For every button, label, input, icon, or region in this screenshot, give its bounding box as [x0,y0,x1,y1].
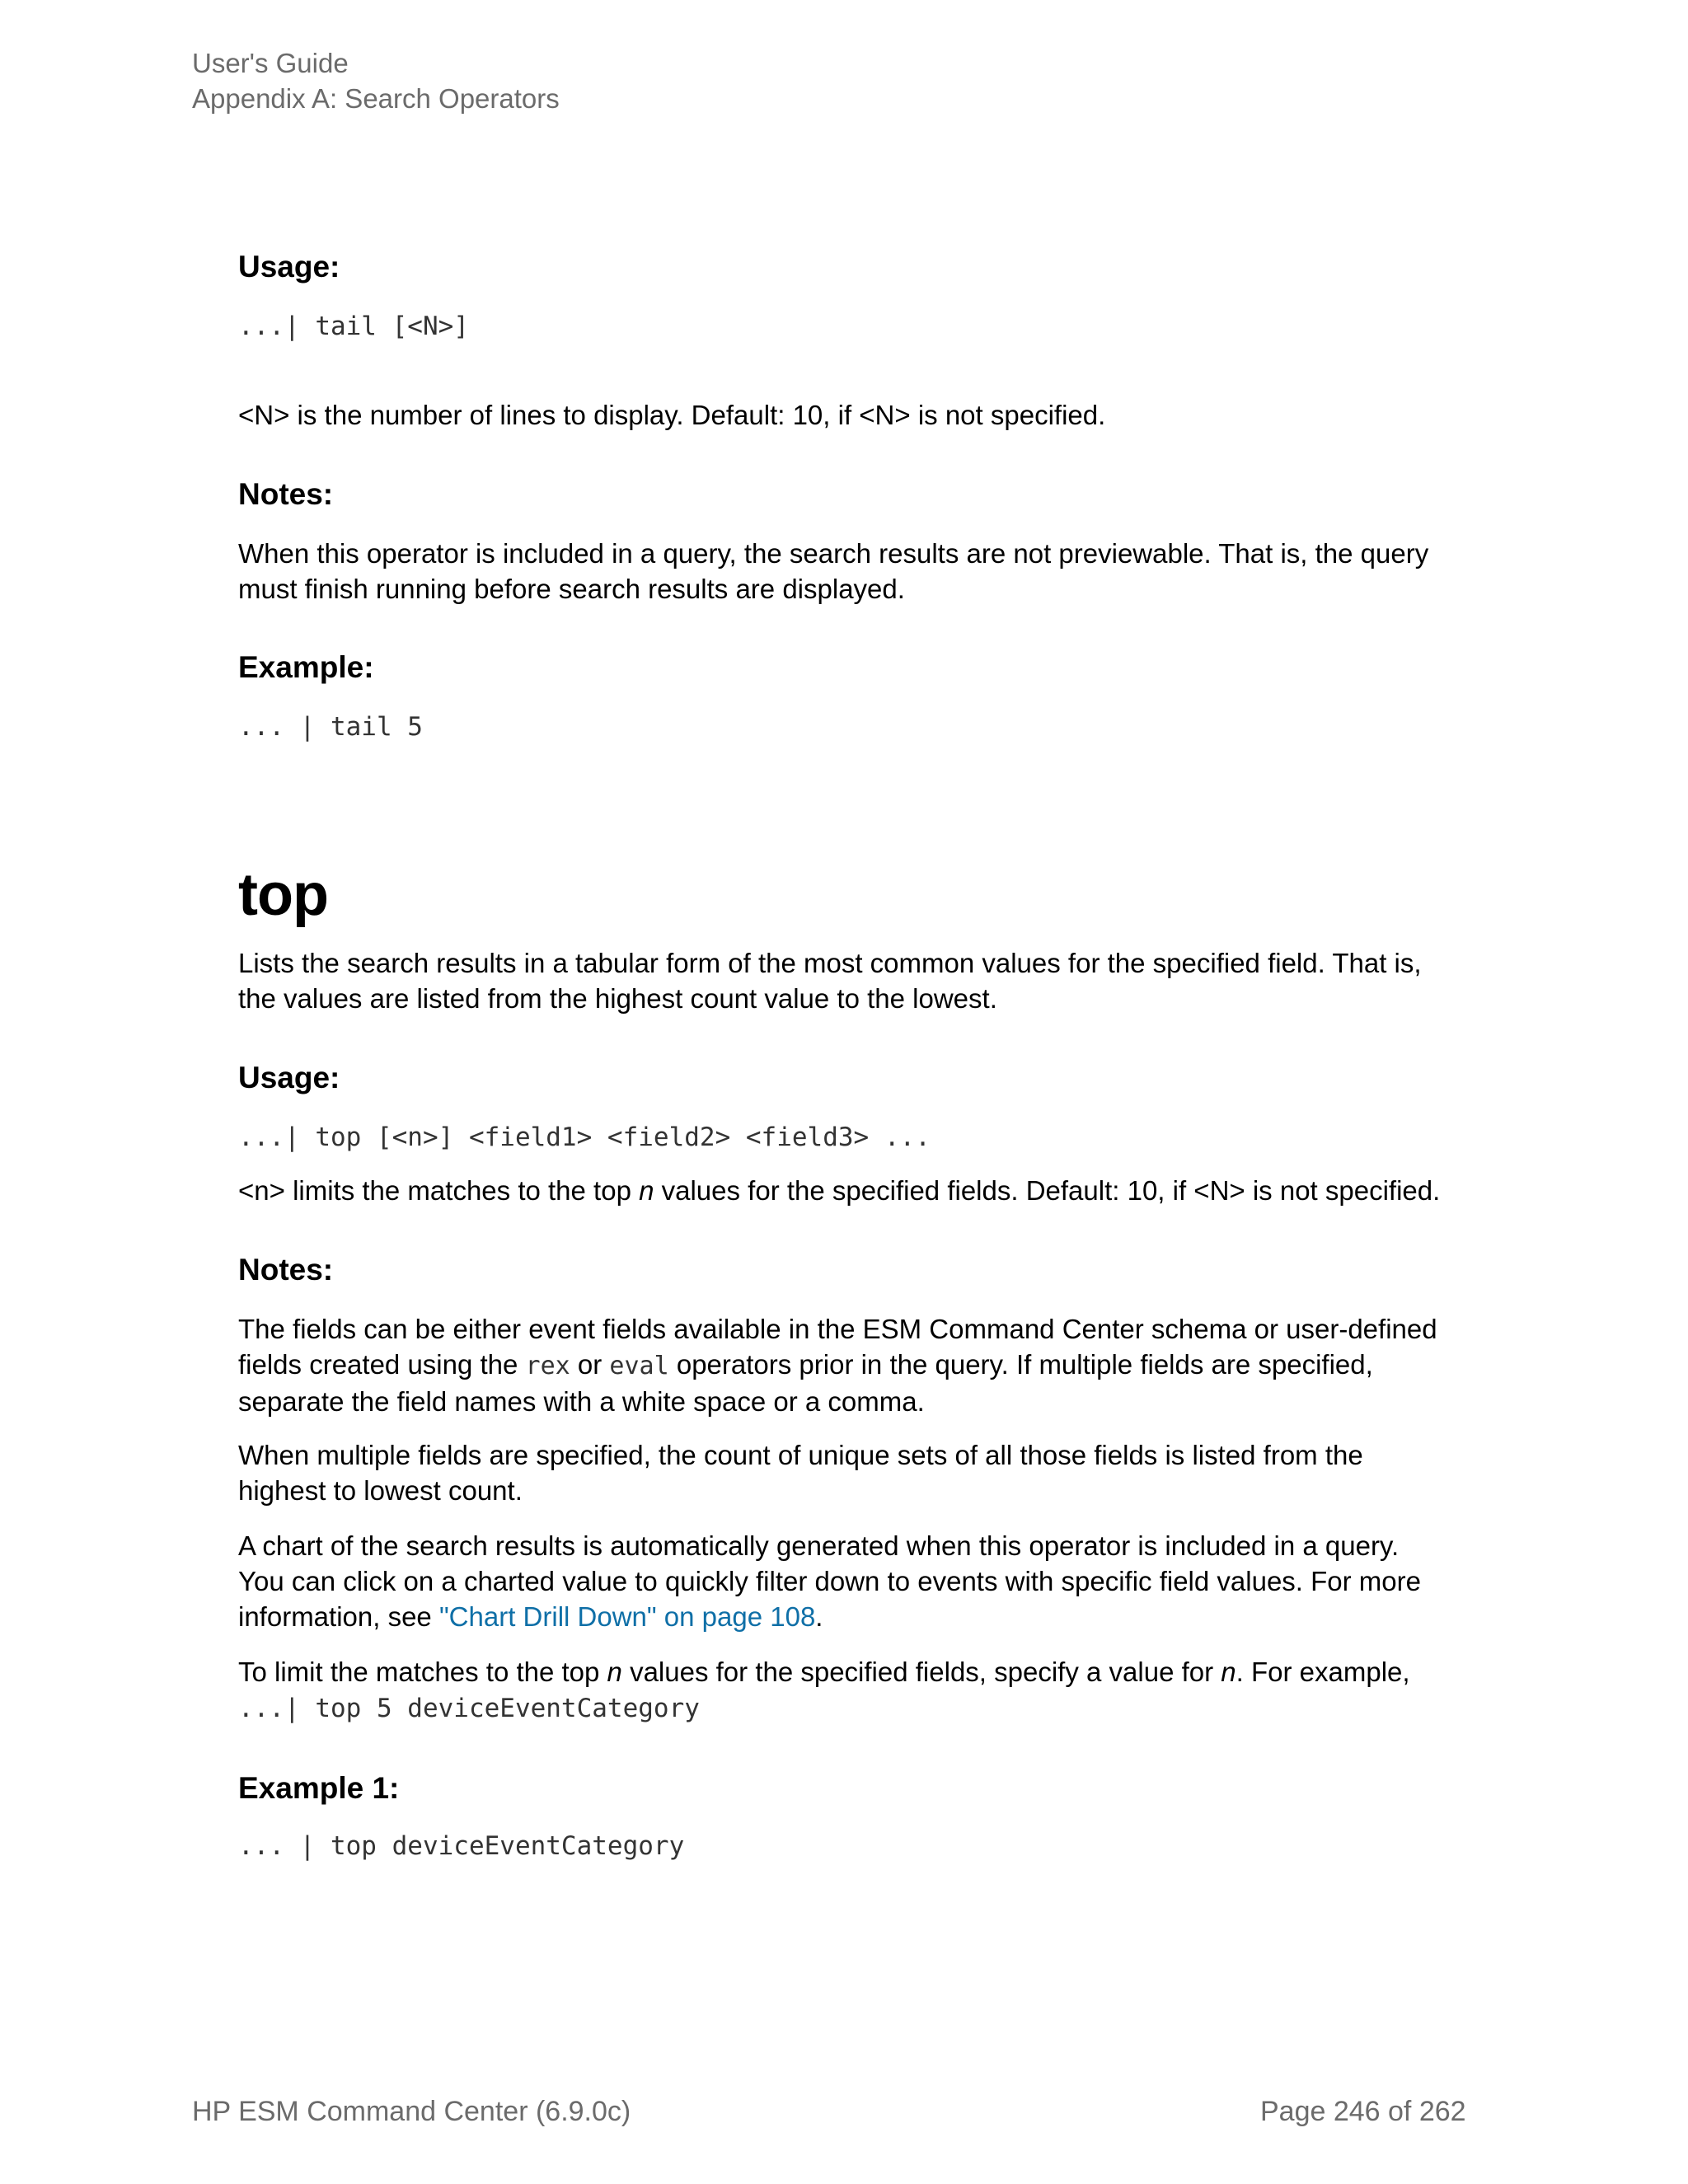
eval-code: eval [609,1352,669,1380]
chart-drill-down-link[interactable]: "Chart Drill Down" on page 108 [438,1601,816,1632]
top-description: Lists the search results in a tabular form of the most common values for the specified field. That is, the values are listed from the highest count value to the lowest. [238,948,1422,1014]
top-usage-label: Usage: [238,1061,340,1094]
tail-usage-label: Usage: [238,250,340,284]
running-header [192,45,560,116]
tail-notes-label: Notes: [238,477,334,511]
header-guide-title: User's Guide [192,48,349,78]
top-example1-label: Example 1: [238,1771,400,1805]
tail-notes-text: When this operator is included in a query, the search results are not previewable. That is, the query must finish running before search results are displayed. [238,538,1429,604]
tail-usage-description: <N> is the number of lines to display. Default: 10, if <N> is not specified. [238,400,1106,430]
top-note-multiple-fields: When multiple fields are specified, the count of unique sets of all those fields is listed from the highest to lowest count. [238,1440,1363,1506]
footer-page-number: Page 246 of 262 [1260,2096,1466,2127]
top-note-fields: The fields can be either event fields available in the ESM Command Center schema or user-defined fields created using the rex or eval operators prior in the query. If multiple fields are specified, separate the field names with a white space or a comma. [238,1314,1437,1417]
top-example1-code: ... | top deviceEventCategory [238,1831,685,1861]
top-usage-code: ...| top [<n>] <field1> <field2> <field3> ... [238,1122,931,1152]
footer-product: HP ESM Command Center (6.9.0c) [192,2096,631,2127]
top-notes-label: Notes: [238,1253,334,1286]
header-section-title: Appendix A: Search Operators [192,83,560,114]
tail-example-code: ... | tail 5 [238,712,423,742]
top-usage-description: <n> limits the matches to the top n values for the specified fields. Default: 10, if <N> is not specified. [238,1175,1441,1206]
tail-example-label: Example: [238,650,374,684]
tail-usage-code: ...| tail [<N>] [238,312,469,341]
top-note-limit: To limit the matches to the top n values for the specified fields, specify a value for n. For example, ...| top 5 deviceEventCategory [238,1657,1410,1723]
rex-code: rex [525,1352,570,1380]
top-heading: top [238,862,328,928]
top-note-chart: A chart of the search results is automatically generated when this operator is included in a query. You can click on a charted value to quickly filter down to events with specific field values. For more information, see "Chart Drill Down" on page 108. [238,1530,1421,1632]
top-limit-example-code: ...| top 5 deviceEventCategory [238,1694,700,1723]
